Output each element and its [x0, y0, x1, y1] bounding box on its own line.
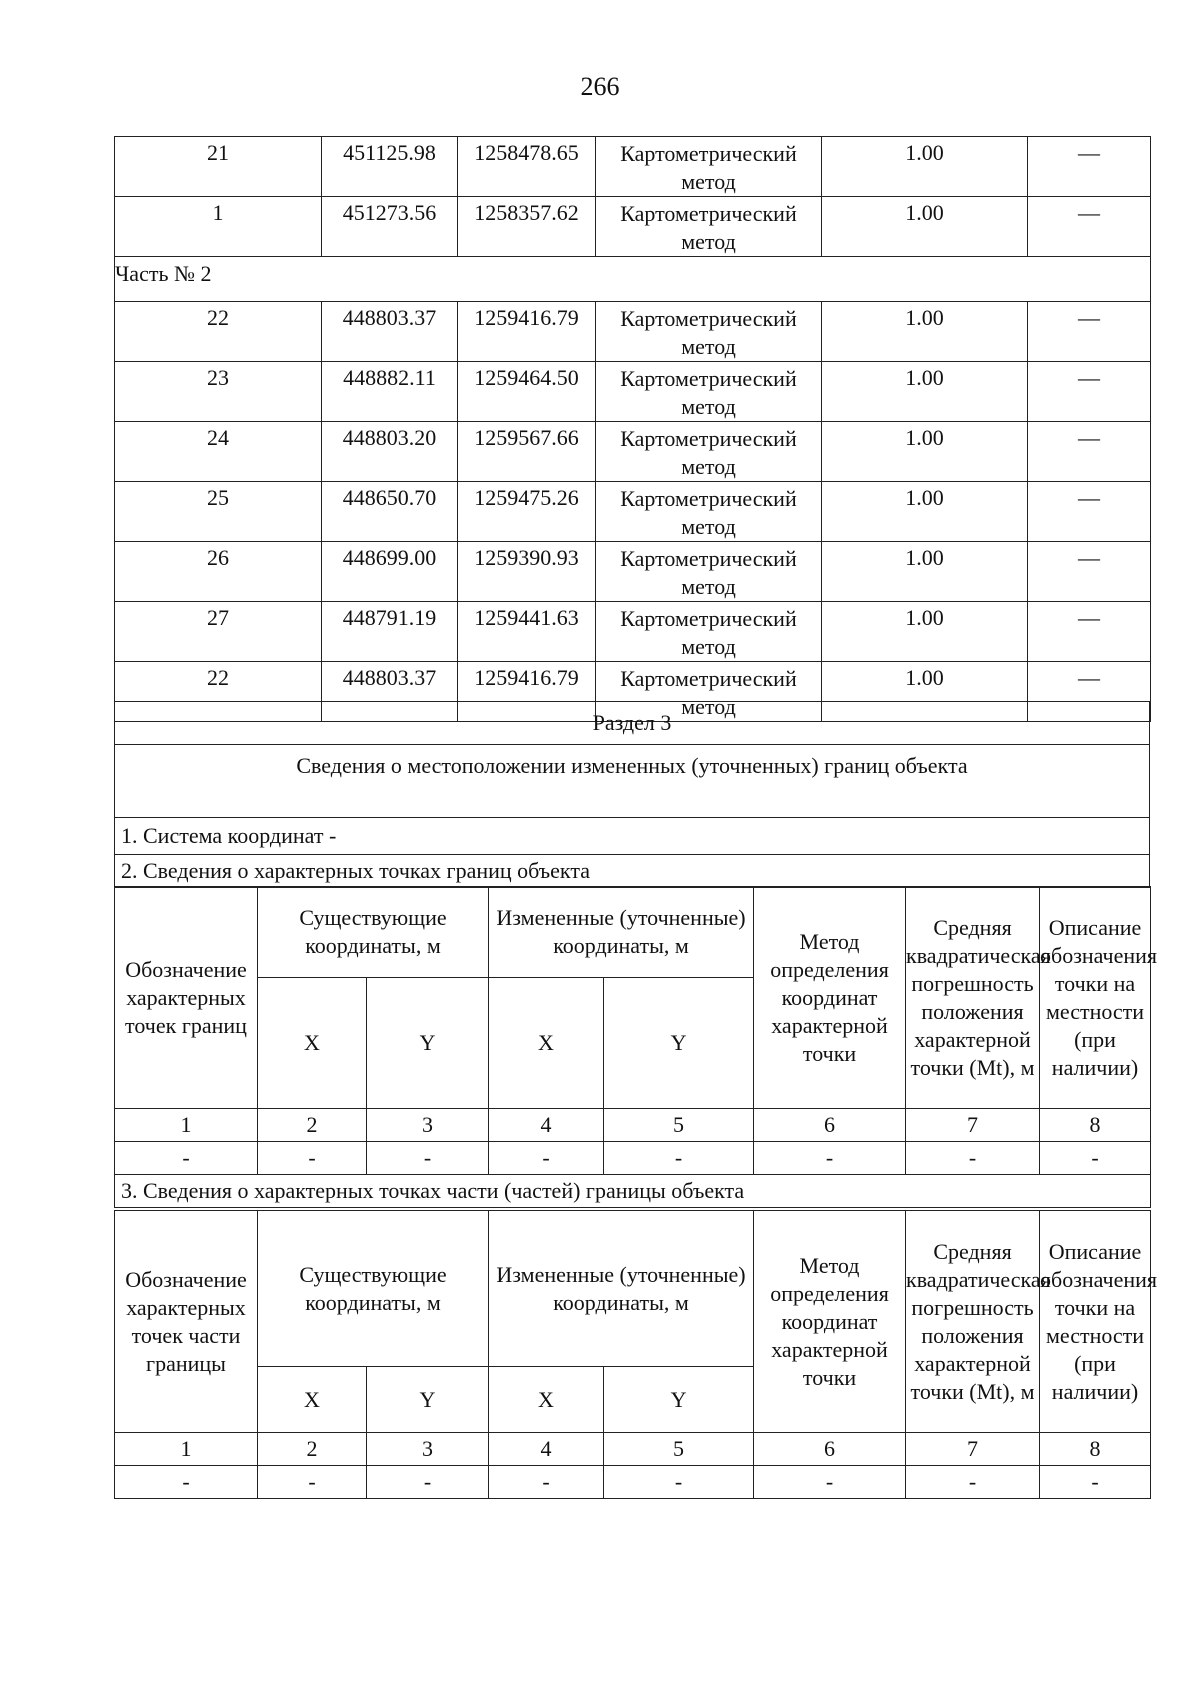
- section-subtitle: Сведения о местоположении измененных (уточненных) границ объекта: [115, 745, 1150, 818]
- cell-id: 23: [115, 362, 322, 422]
- empty-data-row-cell: -: [604, 1466, 754, 1499]
- column-number-row-cell: 7: [906, 1433, 1040, 1466]
- cell-id: 1: [115, 197, 322, 257]
- cell-id: 22: [115, 302, 322, 362]
- header-changed: Измененные (уточненные) координаты, м: [489, 1211, 754, 1367]
- empty-data-row-cell: -: [367, 1142, 489, 1175]
- cell-method: Картометрический метод: [596, 602, 822, 662]
- header-y: Y: [604, 978, 754, 1109]
- column-number-row-cell: 3: [367, 1109, 489, 1142]
- cell-precision: 1.00: [822, 137, 1028, 197]
- part-label: Часть № 2: [115, 257, 1151, 302]
- table-row: [115, 302, 1151, 362]
- empty-data-row-cell: -: [1040, 1466, 1151, 1499]
- header-precision: Средняя квадратическая погрешность положения характерной точки (Mt), м: [906, 887, 1040, 1109]
- column-number-row-cell: 8: [1040, 1433, 1151, 1466]
- cell-id: 25: [115, 482, 322, 542]
- header-designation: Обозначение характерных точек границ: [115, 887, 258, 1109]
- empty-data-row-cell: -: [115, 1466, 258, 1499]
- cell-precision: 1.00: [822, 302, 1028, 362]
- empty-data-row-cell: -: [1040, 1142, 1151, 1175]
- cell-y: 1258357.62: [458, 197, 596, 257]
- column-number-row-cell: 2: [258, 1109, 367, 1142]
- table-row: [115, 362, 1151, 422]
- column-number-row-cell: 2: [258, 1433, 367, 1466]
- empty-data-row-cell: -: [754, 1142, 906, 1175]
- column-number-row: [115, 1109, 1151, 1142]
- boundary-points-table: [114, 886, 1158, 1208]
- column-number-row-cell: 5: [604, 1109, 754, 1142]
- cell-method: Картометрический метод: [596, 137, 822, 197]
- cell-x: 448699.00: [322, 542, 458, 602]
- cell-precision: 1.00: [822, 602, 1028, 662]
- cell-precision: 1.00: [822, 362, 1028, 422]
- empty-data-row-cell: -: [258, 1142, 367, 1175]
- header-y: Y: [367, 978, 489, 1109]
- column-number-row-cell: 1: [115, 1433, 258, 1466]
- empty-data-row: [115, 1466, 1151, 1499]
- empty-data-row-cell: -: [489, 1466, 604, 1499]
- header-method: Метод определения координат характерной точки: [754, 1211, 906, 1433]
- empty-data-row-cell: -: [754, 1466, 906, 1499]
- empty-data-row: [115, 1142, 1151, 1175]
- column-number-row-cell: 4: [489, 1433, 604, 1466]
- cell-precision: 1.00: [822, 662, 1028, 722]
- cell-description: —: [1028, 482, 1151, 542]
- header-precision: Средняя квадратическая погрешность положения характерной точки (Mt), м: [906, 1211, 1040, 1433]
- column-number-row-cell: 5: [604, 1433, 754, 1466]
- cell-description: —: [1028, 602, 1151, 662]
- cell-description: —: [1028, 662, 1151, 722]
- table-row: [115, 137, 1151, 197]
- header-x: X: [489, 978, 604, 1109]
- column-number-row-cell: 8: [1040, 1109, 1151, 1142]
- cell-method: Картометрический метод: [596, 362, 822, 422]
- cell-id: 27: [115, 602, 322, 662]
- cell-method: Картометрический метод: [596, 482, 822, 542]
- table-row: [115, 482, 1151, 542]
- header-x: X: [489, 1367, 604, 1433]
- cell-method: Картометрический метод: [596, 542, 822, 602]
- cell-x: 448803.37: [322, 662, 458, 722]
- column-number-row-cell: 3: [367, 1433, 489, 1466]
- cell-x: 451125.98: [322, 137, 458, 197]
- cell-description: —: [1028, 197, 1151, 257]
- cell-precision: 1.00: [822, 542, 1028, 602]
- cell-description: —: [1028, 422, 1151, 482]
- column-number-row-cell: 7: [906, 1109, 1040, 1142]
- empty-data-row-cell: -: [489, 1142, 604, 1175]
- column-number-row-cell: 6: [754, 1433, 906, 1466]
- cell-x: 451273.56: [322, 197, 458, 257]
- part-boundary-points-table: [114, 1210, 1158, 1499]
- section3-header: [114, 701, 1150, 888]
- table-row: [115, 602, 1151, 662]
- header-designation-part: Обозначение характерных точек части границы: [115, 1211, 258, 1433]
- column-number-row: [115, 1433, 1151, 1466]
- cell-x: 448791.19: [322, 602, 458, 662]
- cell-x: 448650.70: [322, 482, 458, 542]
- cell-y: 1259464.50: [458, 362, 596, 422]
- column-number-row-cell: 6: [754, 1109, 906, 1142]
- cell-x: 448803.20: [322, 422, 458, 482]
- cell-id: 26: [115, 542, 322, 602]
- cell-method: Картометрический метод: [596, 662, 822, 722]
- header-description: Описание обозначения точки на местности (при наличии): [1040, 1211, 1151, 1433]
- cell-y: 1259416.79: [458, 302, 596, 362]
- cell-precision: 1.00: [822, 197, 1028, 257]
- cell-description: —: [1028, 542, 1151, 602]
- column-number-row-cell: 4: [489, 1109, 604, 1142]
- header-description: Описание обозначения точки на местности (при наличии): [1040, 887, 1151, 1109]
- cell-method: Картометрический метод: [596, 197, 822, 257]
- cell-y: 1259390.93: [458, 542, 596, 602]
- empty-data-row-cell: -: [115, 1142, 258, 1175]
- empty-data-row-cell: -: [906, 1466, 1040, 1499]
- cell-y: 1259441.63: [458, 602, 596, 662]
- item3-caption: 3. Сведения о характерных точках части (частей) границы объекта: [115, 1175, 1151, 1208]
- item2-caption: 2. Сведения о характерных точках границ объекта: [115, 855, 1150, 888]
- cell-x: 448882.11: [322, 362, 458, 422]
- header-y: Y: [367, 1367, 489, 1433]
- header-existing: Существующие координаты, м: [258, 887, 489, 978]
- coordinates-table: [114, 136, 1151, 722]
- part-label-row: [115, 257, 1151, 302]
- header-x: X: [258, 1367, 367, 1433]
- cell-id: 24: [115, 422, 322, 482]
- cell-method: Картометрический метод: [596, 302, 822, 362]
- cell-description: —: [1028, 302, 1151, 362]
- header-method: Метод определения координат характерной точки: [754, 887, 906, 1109]
- header-changed: Измененные (уточненные) координаты, м: [489, 887, 754, 978]
- cell-y: 1259475.26: [458, 482, 596, 542]
- cell-y: 1259567.66: [458, 422, 596, 482]
- cell-y: 1259416.79: [458, 662, 596, 722]
- header-existing: Существующие координаты, м: [258, 1211, 489, 1367]
- section-title: Раздел 3: [115, 702, 1150, 745]
- table-row: [115, 542, 1151, 602]
- cell-description: —: [1028, 137, 1151, 197]
- cell-method: Картометрический метод: [596, 422, 822, 482]
- empty-data-row-cell: -: [258, 1466, 367, 1499]
- header-x: X: [258, 978, 367, 1109]
- cell-id: 21: [115, 137, 322, 197]
- coord-system: 1. Система координат -: [115, 818, 1150, 855]
- cell-precision: 1.00: [822, 482, 1028, 542]
- header-y: Y: [604, 1367, 754, 1433]
- table-row: [115, 197, 1151, 257]
- page-number: 266: [580, 72, 620, 101]
- cell-description: —: [1028, 362, 1151, 422]
- empty-data-row-cell: -: [604, 1142, 754, 1175]
- table-row: [115, 422, 1151, 482]
- cell-x: 448803.37: [322, 302, 458, 362]
- empty-data-row-cell: -: [367, 1466, 489, 1499]
- column-number-row-cell: 1: [115, 1109, 258, 1142]
- cell-id: 22: [115, 662, 322, 722]
- cell-y: 1258478.65: [458, 137, 596, 197]
- cell-precision: 1.00: [822, 422, 1028, 482]
- empty-data-row-cell: -: [906, 1142, 1040, 1175]
